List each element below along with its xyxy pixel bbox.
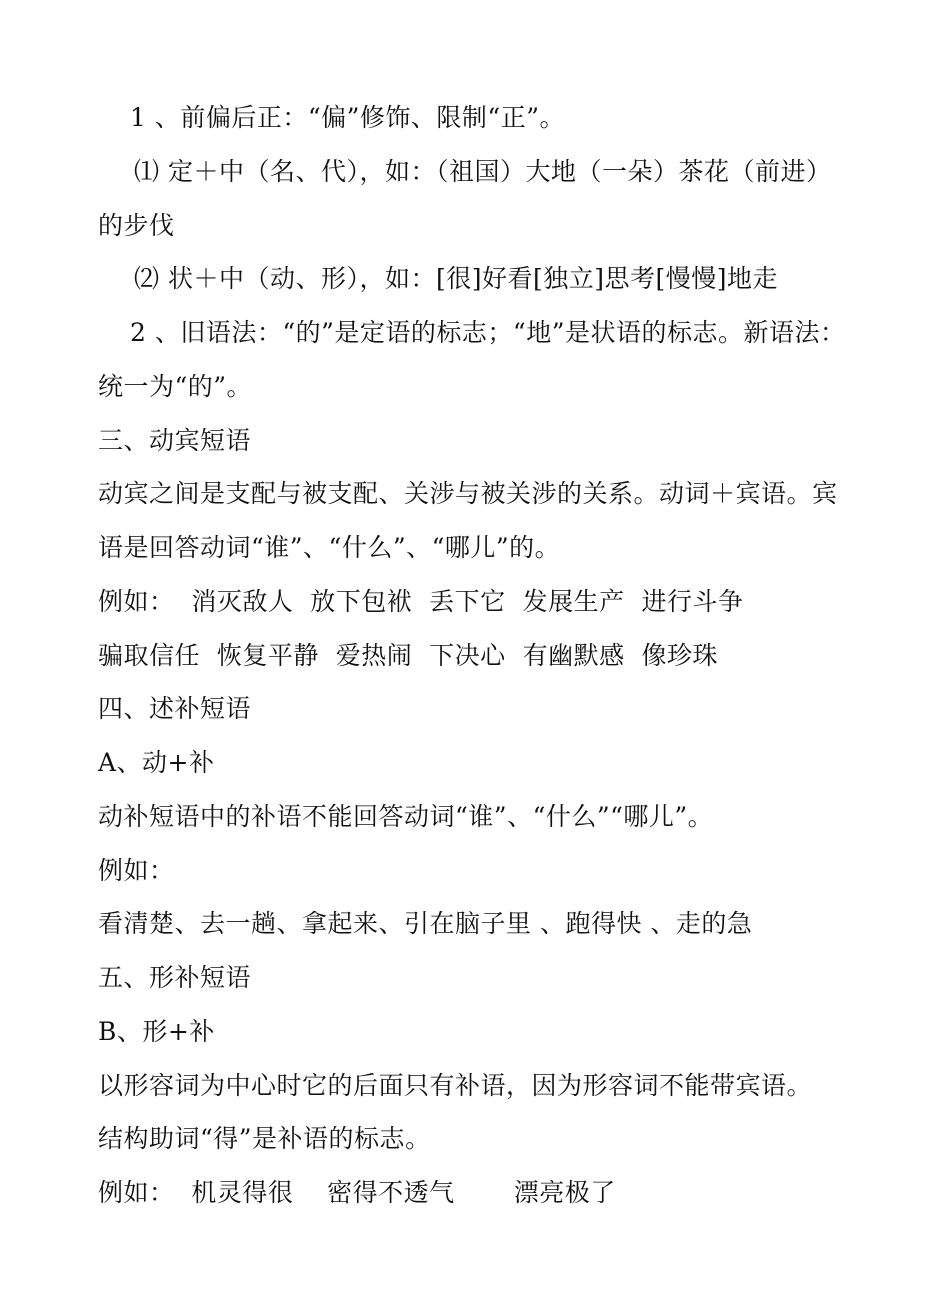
paragraph-verb-object: 动宾之间是支配与被支配、关涉与被关涉的关系。动词＋宾语。宾 [98, 479, 838, 508]
paragraph-verb-complement: 动补短语中的补语不能回答动词“谁”、“什么”“哪儿”。 [98, 802, 714, 831]
subheading-b: B、形+补 [98, 1017, 215, 1046]
paragraph-rule-2-cont: 统一为“的”。 [98, 372, 253, 401]
section-heading-5: 五、形补短语 [98, 963, 252, 992]
examples-verb-object-2: 骗取信任 恢复平静 爱热闹 下决心 有幽默感 像珍珠 [98, 641, 718, 670]
examples-verb-object-1: 例如： 消灭敌人 放下包袱 丢下它 发展生产 进行斗争 [98, 587, 744, 616]
section-heading-4: 四、述补短语 [98, 694, 252, 723]
subheading-a: A、动+补 [98, 748, 215, 777]
paragraph-rule-1-sub-1-cont: 的步伐 [98, 211, 175, 240]
examples-verb-complement: 看清楚、去一趟、拿起来、引在脑子里 、跑得快 、走的急 [98, 909, 753, 938]
paragraph-complement-marker: 结构助词“得”是补语的标志。 [98, 1124, 431, 1153]
examples-adjective-complement: 例如： 机灵得很 密得不透气 漂亮极了 [98, 1178, 616, 1207]
paragraph-rule-1-sub-2: ⑵ 状＋中（动、形），如：[很]好看[独立]思考[慢慢]地走 [134, 264, 778, 293]
examples-label: 例如： [98, 856, 175, 885]
paragraph-rule-1: 1 、前偏后正：“偏”修饰、限制“正”。 [130, 103, 565, 132]
paragraph-verb-object-cont: 语是回答动词“谁”、“什么”、“哪儿”的。 [98, 533, 561, 562]
section-heading-3: 三、动宾短语 [98, 426, 252, 455]
paragraph-adjective-complement: 以形容词为中心时它的后面只有补语，因为形容词不能带宾语。 [98, 1071, 813, 1100]
paragraph-rule-2: 2 、旧语法：“的”是定语的标志；“地”是状语的标志。新语法： [130, 318, 846, 347]
paragraph-rule-1-sub-1: ⑴ 定＋中（名、代），如：（祖国）大地（一朵）茶花（前进） [134, 157, 832, 186]
